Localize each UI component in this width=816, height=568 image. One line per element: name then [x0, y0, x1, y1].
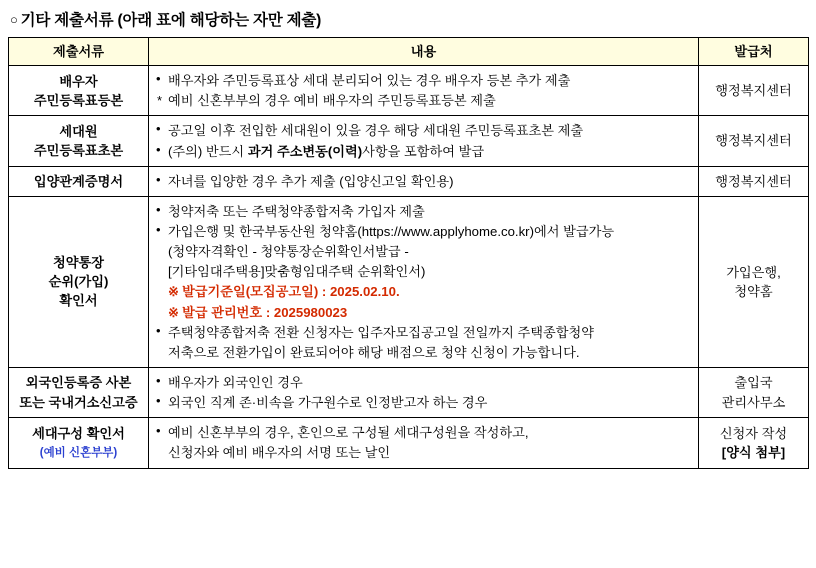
cell-document-name: [9, 367, 149, 417]
note-text: 발급기준일(모집공고일) : 2025.02.10.: [182, 284, 400, 300]
content-list: [155, 172, 692, 191]
note-mark-icon: ※: [168, 304, 180, 320]
document-name-line: 입양관계증명서: [33, 173, 124, 189]
cell-content: [149, 166, 699, 196]
content-list: [155, 373, 692, 412]
cell-issuer: [699, 196, 809, 367]
issuer-line: 행정복지센터: [715, 133, 792, 149]
content-list-item: 저축으로 전환가입이 완료되어야 해당 배점으로 청약 신청이 가능합니다.: [168, 344, 580, 360]
issuer-line: 청약홈: [734, 283, 773, 299]
document-name-line: 배우자: [59, 73, 98, 89]
table-row: [9, 66, 809, 116]
table-row: [9, 116, 809, 166]
column-header-document: 제출서류: [9, 38, 149, 66]
cell-issuer: [699, 166, 809, 196]
content-list: [155, 423, 692, 462]
cell-issuer: [699, 418, 809, 468]
page-title-text: 기타 제출서류 (아래 표에 해당하는 자만 제출): [20, 12, 322, 29]
cell-issuer: [699, 66, 809, 116]
cell-document-name: [9, 166, 149, 196]
document-name-line: 또는 국내거소신고증: [19, 394, 138, 410]
content-list-item: [155, 282, 692, 301]
cell-document-name: [9, 196, 149, 367]
content-list-item: • 배우자가 외국인인 경우: [155, 373, 692, 392]
note-mark-icon: ※: [168, 284, 180, 300]
content-list-item: • 배우자와 주민등록표상 세대 분리되어 있는 경우 배우자 등본 추가 제출: [155, 71, 692, 90]
issuer-line: 신청자 작성: [719, 425, 788, 441]
content-list: [155, 202, 692, 362]
cell-issuer: [699, 116, 809, 166]
content-list: [155, 71, 692, 110]
issuer-line: 출입국: [734, 375, 773, 391]
cell-document-name: [9, 116, 149, 166]
content-list-item: • 청약저축 또는 주택청약종합저축 가입자 제출: [155, 202, 692, 221]
cell-issuer: [699, 367, 809, 417]
column-header-content: 내용: [149, 38, 699, 66]
document-name-line: 확인서: [59, 293, 98, 309]
content-list-item: * 예비 신혼부부의 경우 예비 배우자의 주민등록표등본 제출: [155, 91, 692, 110]
table-body: [9, 66, 809, 468]
table-row: [9, 196, 809, 367]
document-name-line: 세대원: [59, 123, 98, 139]
cell-content: [149, 418, 699, 468]
content-list-item: • 가입은행 및 한국부동산원 청약홈(https://www.applyhome.co.kr)에서 발급가능: [155, 222, 692, 241]
content-list-item: [155, 303, 692, 322]
document-name-line: 주민등록표등본: [33, 92, 124, 108]
table-row: [9, 166, 809, 196]
bullet-icon: ○: [10, 12, 18, 27]
documents-table: [8, 37, 809, 469]
document-name-line: 주민등록표초본: [33, 143, 124, 159]
cell-content: [149, 66, 699, 116]
document-name-line: 순위(가입): [48, 274, 109, 290]
cell-content: [149, 196, 699, 367]
document-name-line: 외국인등록증 사본: [25, 375, 132, 391]
issuer-line: 행정복지센터: [715, 83, 792, 99]
note-text: 발급 관리번호 : 2025980023: [182, 304, 348, 320]
content-list-item: • 주택청약종합저축 전환 신청자는 입주자모집공고일 전일까지 주택종합청약: [155, 323, 692, 342]
issuer-line: 관리사무소: [721, 394, 786, 410]
issuer-line: 가입은행,: [726, 264, 781, 280]
content-list-item: [기타임대주택용]맞춤형임대주택 순위확인서): [168, 264, 426, 280]
content-list-item: • 외국인 직계 존·비속을 가구원수로 인정받고자 하는 경우: [155, 393, 692, 412]
issuer-line: 행정복지센터: [715, 173, 792, 189]
document-name-subtitle: (예비 신혼부부): [39, 446, 118, 459]
content-list-item: • 공고일 이후 전입한 세대원이 있을 경우 해당 세대원 주민등록표초본 제출: [155, 121, 692, 140]
content-list-item: (청약자격확인 - 청약통장순위확인서발급 -: [168, 244, 409, 260]
content-list-item: • 예비 신혼부부의 경우, 혼인으로 구성될 세대구성원을 작성하고,: [155, 423, 692, 442]
cell-content: [149, 116, 699, 166]
cell-content: [149, 367, 699, 417]
column-header-issuer: 발급처: [699, 38, 809, 66]
table-row: [9, 367, 809, 417]
cell-document-name: [9, 418, 149, 468]
document-name-line: 세대구성 확인서: [32, 426, 125, 442]
content-list-item: 신청자와 예비 배우자의 서명 또는 날인: [168, 445, 391, 461]
content-list: [155, 121, 692, 160]
table-header-row: [9, 38, 809, 66]
content-list-item: • (주의) 반드시 과거 주소변동(이력)사항을 포함하여 발급: [155, 142, 692, 161]
document-name-line: 청약통장: [53, 255, 104, 271]
page-title: [10, 8, 808, 30]
emphasis-text: 과거 주소변동(이력): [247, 143, 363, 159]
issuer-attachment-note: [양식 첨부]: [721, 444, 786, 460]
content-list-item: • 자녀를 입양한 경우 추가 제출 (입양신고일 확인용): [155, 172, 692, 191]
cell-document-name: [9, 66, 149, 116]
table-row: [9, 418, 809, 468]
